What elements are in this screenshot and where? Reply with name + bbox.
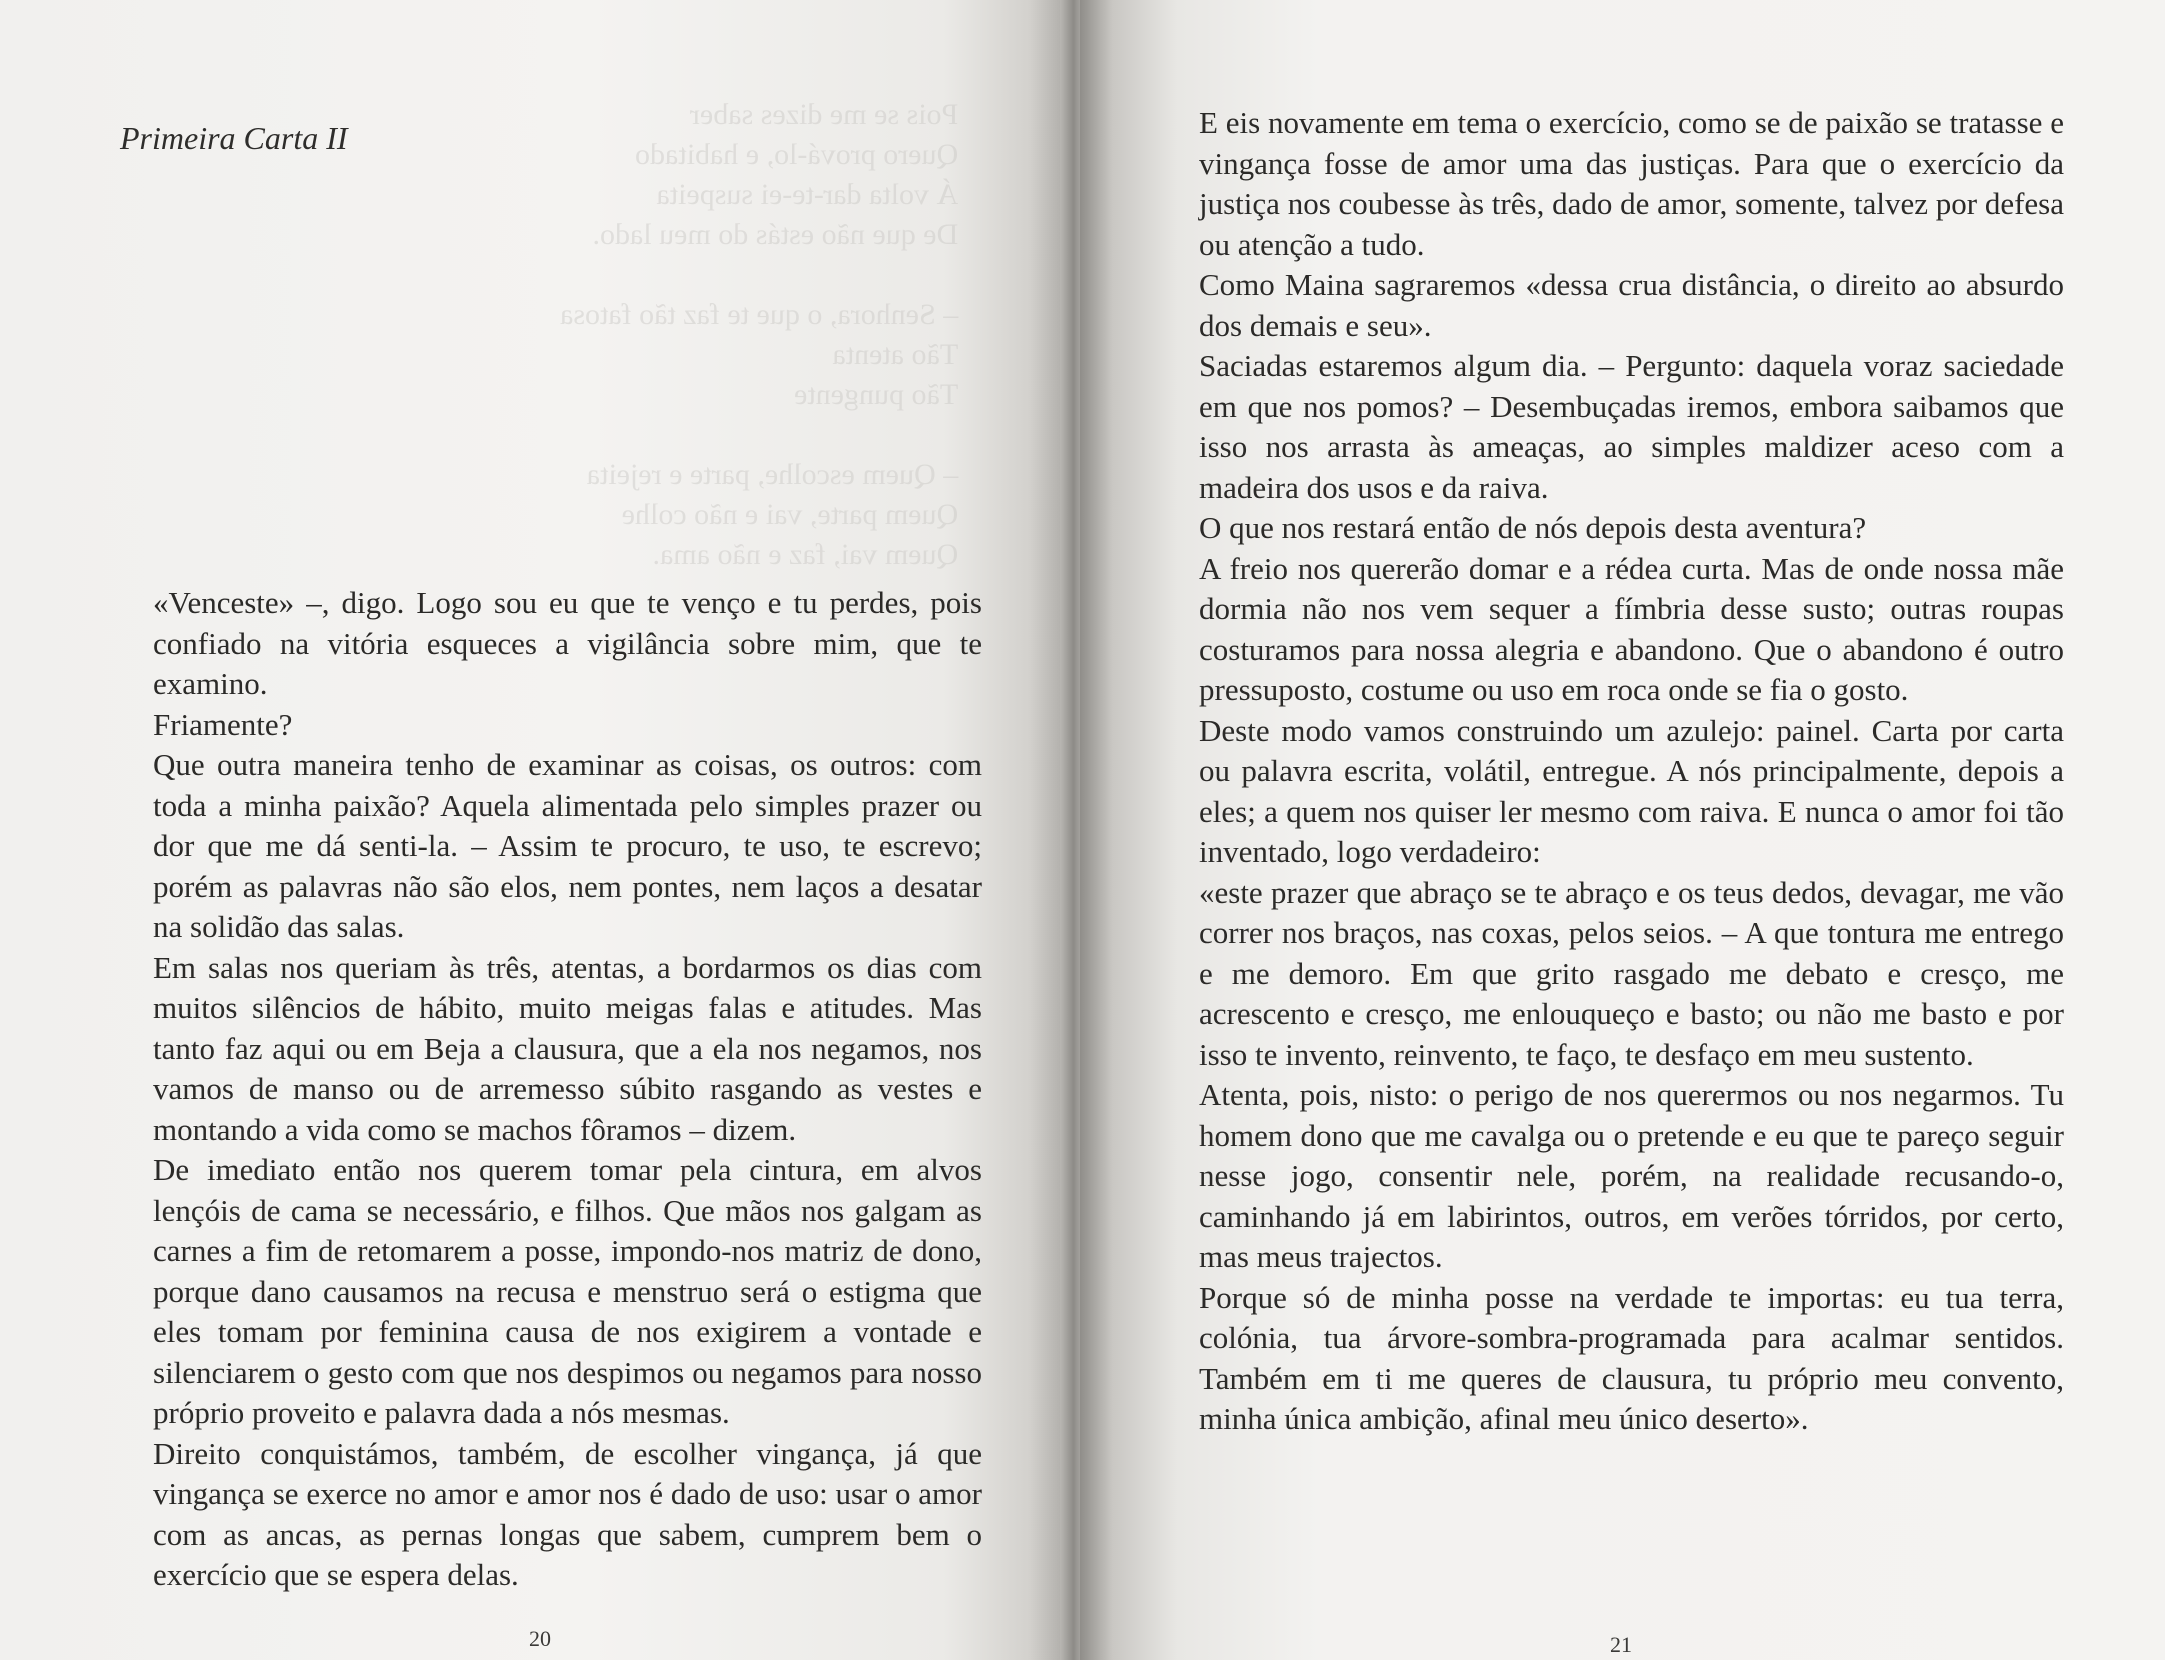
right-page-text xyxy=(1199,103,2064,1440)
paragraph: «Venceste» –, digo. Logo sou eu que te venço e tu perdes, pois confiado na vitória esqueces a vigilância sobre mim, que te examino. xyxy=(153,585,982,701)
paragraph: E eis novamente em tema o exercício, como se de paixão se tratasse e vingança fosse de amor uma das justiças. Para que o exercício da justiça nos coubesse às três, dado de amor, somente, talvez por defesa ou atenção a tudo. xyxy=(1199,105,2064,262)
left-page-text xyxy=(153,583,982,1596)
paragraph: Em salas nos queriam às três, atentas, a bordarmos os dias com muitos silêncios de hábito, muito meigas falas e atitudes. Mas tanto faz aqui ou em Beja a clausura, que a ela nos negamos, nos vamos de manso ou de arremesso súbito rasgando as vestes e montando a vida como se machos fôramos – dizem. xyxy=(153,949,982,1147)
paragraph: Saciadas estaremos algum dia. – Pergunto: daquela voraz saciedade em que nos pomos? – Desembuçadas iremos, embora saibamos que isso nos arrasta às ameaças, ao simples maldizer aceso com a madeira dos usos e da raiva. xyxy=(1199,348,2064,505)
paragraph: A freio nos quererão domar e a rédea curta. Mas de onde nossa mãe dormia não nos vem sequer a fímbria desse susto; outras roupas costuramos para nossa alegria e abandono. Que o abandono é outro pressuposto, costume ou uso em roca onde se fia o gosto. xyxy=(1199,550,2064,707)
show-through-decoration: Pois se me dizes saber Quero prová-lo, e habitado Á volta dar-te-ei suspeita De que não estás do meu lado. – Senhora, o que te faz tão fatosa Tão atenta Tão pungente – Quem escolhe, parte e rejeita Quem parte, vai e não colhe Quem vai, faz e não ama. xyxy=(560,98,959,571)
right-page xyxy=(1080,0,2165,1660)
paragraph: Porque só de minha posse na verdade te importas: eu tua terra, colónia, tua árvore-sombra-programada para acalmar sentidos. Também em ti me queres de clausura, tu próprio meu convento, minha única ambição, afinal meu único deserto». xyxy=(1199,1279,2064,1436)
page-number-right: 21 xyxy=(1610,1632,1632,1657)
paragraph: De imediato então nos querem tomar pela cintura, em alvos lençóis de cama se necessário, e filhos. Que mãos nos galgam as carnes a fim de retomarem a posse, impondo-nos matriz de dono, porque dano causamos na recusa e menstruo será o estigma que eles tomam por feminina causa de nos exigirem a vontade e silenciarem o gesto com que nos despimos ou negamos para nosso próprio proveito e palavra dada a nós mesmas. xyxy=(153,1152,982,1430)
paragraph: Atenta, pois, nisto: o perigo de nos querermos ou nos negarmos. Tu homem dono que me cavalga ou o pretende e eu que te pareço seguir nesse jogo, consentir nele, porém, na realidade recusando-o, caminhando já em labirintos, outros, em verões tórridos, por certo, mas meus trajectos. xyxy=(1199,1077,2064,1274)
paragraph: O que nos restará então de nós depois desta aventura? xyxy=(1199,510,1867,545)
page-number-left: 20 xyxy=(529,1626,551,1651)
paragraph: Direito conquistámos, também, de escolher vingança, já que vingança se exerce no amor e amor nos é dado de uso: usar o amor com as ancas, as pernas longas que sabem, cumprem bem o exercício que se espera delas. xyxy=(153,1435,982,1592)
paragraph: Friamente? xyxy=(153,706,293,742)
left-page xyxy=(0,0,1072,1660)
chapter-title: Primeira Carta II xyxy=(120,120,348,156)
paragraph: Que outra maneira tenho de examinar as coisas, os outros: com toda a minha paixão? Aquela alimentada pelo simples prazer ou dor que me dá senti-la. – Assim te procuro, te uso, te escrevo; porém as palavras não são elos, nem pontes, nem laços a desatar na solidão das salas. xyxy=(153,747,982,944)
paragraph: Deste modo vamos construindo um azulejo: painel. Carta por carta ou palavra escrita, volátil, entregue. A nós principalmente, depois a eles; a quem nos quiser ler mesmo com raiva. E nunca o amor foi tão inventado, logo verdadeiro: xyxy=(1199,712,2064,869)
paragraph: Como Maina sagraremos «dessa crua distância, o direito ao absurdo dos demais e seu». xyxy=(1199,267,2064,343)
paragraph: «este prazer que abraço se te abraço e os teus dedos, devagar, me vão correr nos braços, nas coxas, pelos seios. – A que tontura me entrego e me demoro. Em que grito rasgado me debato e cresço, me acrescento e cresço, me enlouqueço e basto; ou não me basto e por isso te invento, reinvento, te faço, te desfaço em meu sustento. xyxy=(1199,874,2064,1072)
